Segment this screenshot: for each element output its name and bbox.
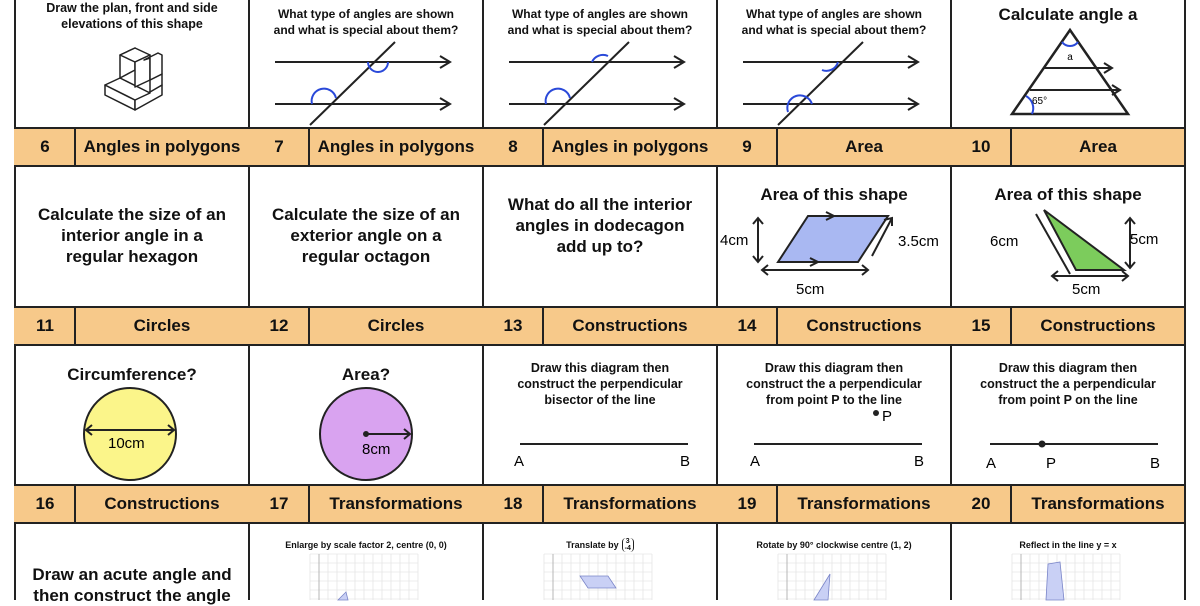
parallel-lines-diagram (250, 40, 482, 125)
circle-diagram (16, 386, 248, 482)
q9-title: Area of this shape (760, 185, 908, 204)
question-number: 20 (971, 494, 991, 513)
question-number: 8 (508, 137, 518, 156)
vector-bracket: 3 -4 (622, 538, 634, 552)
q17-text: Enlarge by scale factor 2, centre (0, 0) (285, 540, 447, 550)
topic-label: Constructions (572, 316, 688, 335)
label-6cm: 6cm (990, 233, 1019, 250)
question-number: 10 (971, 137, 991, 156)
q3-text: What type of angles are shown and what is special about them? (507, 7, 693, 37)
q8-text: What do all the interior angles in dodecagon add up to? (507, 195, 693, 256)
question-number: 16 (35, 494, 55, 513)
q7-text: Calculate the size of an exterior angle on a regular octagon (272, 205, 460, 266)
q11-title: Circumference? (67, 365, 197, 384)
q14-text: Draw this diagram then construct the a perpendicular from point P to the line (746, 361, 922, 407)
topic-label: Circles (367, 316, 425, 335)
circle-diagram (250, 386, 482, 482)
angle-a-label: a (1067, 52, 1073, 63)
angle-65-label: 65° (1032, 96, 1048, 107)
label-4cm: 4cm (720, 232, 749, 249)
q18-text: Translate by 3 -4 (484, 538, 716, 552)
triangle-diagram (952, 28, 1184, 118)
q13-text: Draw this diagram then construct the perpendicular bisector of the line (517, 361, 683, 407)
shape-polygon (1046, 562, 1064, 600)
point-b-label: B (1150, 455, 1161, 472)
grid-diagram (484, 554, 716, 600)
label-8cm: 8cm (362, 441, 391, 458)
q5-title: Calculate angle a (998, 5, 1138, 24)
topic-label: Transformations (1031, 494, 1165, 513)
q19-text: Rotate by 90° clockwise centre (1, 2) (756, 540, 912, 550)
parallel-lines-diagram (718, 40, 950, 125)
topic-label: Transformations (329, 494, 463, 513)
question-number: 15 (971, 316, 991, 335)
question-number: 7 (274, 137, 284, 156)
topic-label: Constructions (104, 494, 220, 513)
label-5cm-base: 5cm (1072, 281, 1101, 298)
question-number: 18 (503, 494, 523, 513)
point-p-label: P (882, 408, 893, 425)
grid-diagram (952, 554, 1184, 600)
line-point-diagram (952, 430, 1184, 474)
topic-label: Area (1079, 137, 1117, 156)
label-5cm-side: 5cm (1130, 231, 1159, 248)
q1-text: Draw the plan, front and side elevations of this shape (46, 1, 218, 31)
line-point-diagram (718, 404, 950, 474)
label-10cm: 10cm (108, 435, 145, 452)
topic-label: Constructions (806, 316, 922, 335)
question-number: 14 (737, 316, 757, 335)
question-number: 17 (269, 494, 289, 513)
topic-label: Angles in polygons (551, 137, 709, 156)
question-number: 6 (40, 137, 50, 156)
topic-label: Constructions (1040, 316, 1156, 335)
point-a-label: A (986, 455, 997, 472)
question-number: 12 (269, 316, 289, 335)
label-3-5cm: 3.5cm (898, 233, 939, 250)
question-number: 13 (503, 316, 523, 335)
line-segment-diagram (484, 430, 716, 474)
point-b-label: B (914, 453, 925, 470)
topic-label: Transformations (563, 494, 697, 513)
topic-label: Angles in polygons (83, 137, 241, 156)
parallelogram-diagram (718, 208, 950, 300)
topic-label: Angles in polygons (317, 137, 475, 156)
q4-text: What type of angles are shown and what is special about them? (741, 7, 927, 37)
grid-line (1184, 0, 1186, 600)
grid-diagram (250, 554, 482, 600)
q12-title: Area? (341, 365, 391, 384)
q15-text: Draw this diagram then construct the a perpendicular from point P on the line (980, 361, 1156, 407)
shape-polygon (338, 592, 348, 600)
question-number: 9 (742, 137, 752, 156)
point-b-label: B (680, 453, 691, 470)
isometric-shape-icon (100, 40, 170, 115)
q2-text: What type of angles are shown and what is special about them? (273, 7, 459, 37)
q6-text: Calculate the size of an interior angle in a regular hexagon (38, 205, 226, 266)
point-a-label: A (514, 453, 525, 470)
q10-title: Area of this shape (994, 185, 1142, 204)
q20-text: Reflect in the line y = x (1019, 540, 1117, 550)
topic-label: Area (845, 137, 883, 156)
shape-polygon (580, 576, 616, 588)
topic-label: Transformations (797, 494, 931, 513)
topic-label: Circles (133, 316, 191, 335)
parallel-lines-diagram (484, 40, 716, 125)
label-5cm: 5cm (796, 281, 825, 298)
question-number: 19 (737, 494, 757, 513)
point-a-label: A (750, 453, 761, 470)
q16-text: Draw an acute angle and then construct the angle (32, 565, 232, 605)
question-number: 11 (36, 316, 54, 335)
right-triangle-diagram (952, 208, 1184, 300)
grid-diagram (718, 554, 950, 600)
point-p-label: P (1046, 455, 1057, 472)
shape-polygon (814, 574, 830, 600)
